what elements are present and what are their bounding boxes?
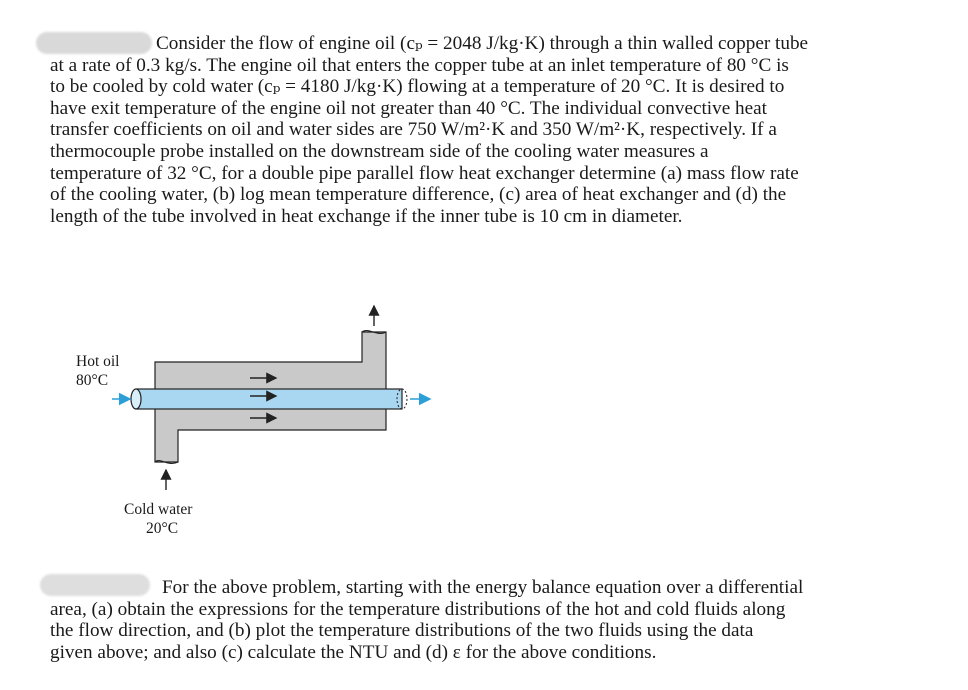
- problem-2-line-2: area, (a) obtain the expressions for the temperature distributions of the hot and cold fluids along: [50, 598, 786, 620]
- problem-1-line-9: length of the tube involved in heat exchange if the inner tube is 10 cm in diameter.: [50, 205, 683, 227]
- problem-2-line-1: For the above problem, starting with the energy balance equation over a differential: [162, 577, 804, 598]
- problem-1-line-5: transfer coefficients on oil and water sides are 750 W/m²·K and 350 W/m²·K, respectively. If a: [50, 119, 777, 141]
- problem-1-line-2: at a rate of 0.3 kg/s. The engine oil that enters the copper tube at an inlet temperature of 80 °C is: [50, 54, 789, 76]
- problem-1-line-4: have exit temperature of the engine oil not greater than 40 °C. The individual convective heat: [50, 97, 768, 119]
- problem-1-line-7: temperature of 32 °C, for a double pipe parallel flow heat exchanger determine (a) mass flow rate: [50, 162, 799, 184]
- inner-tube-inlet-end: [131, 389, 141, 409]
- problem-1-line-8: of the cooling water, (b) log mean temperature difference, (c) area of heat exchanger and (d) the: [50, 184, 787, 206]
- problem-1-line-1: Consider the flow of engine oil (cₚ = 2048 J/kg·K) through a thin walled copper tube: [156, 33, 809, 54]
- hot-oil-temp-label: 80°C: [76, 372, 109, 389]
- problem-2-line-4: given above; and also (c) calculate the NTU and (d) ε for the above conditions.: [50, 641, 657, 663]
- problem-1-line-6: thermocouple probe installed on the downstream side of the cooling water measures a: [50, 140, 709, 162]
- problem-1-line-3: to be cooled by cold water (cₚ = 4180 J/kg·K) flowing at a temperature of 20 °C. It is desired to: [50, 76, 785, 98]
- problem-2-line-3: the flow direction, and (b) plot the temperature distributions of the two fluids using the data: [50, 620, 754, 642]
- inner-tube: [136, 389, 402, 409]
- hot-oil-label: Hot oil: [76, 353, 120, 370]
- cold-water-label: Cold water: [124, 501, 193, 518]
- cold-water-temp-label: 20°C: [146, 520, 179, 537]
- problem-2-text: [50, 577, 930, 663]
